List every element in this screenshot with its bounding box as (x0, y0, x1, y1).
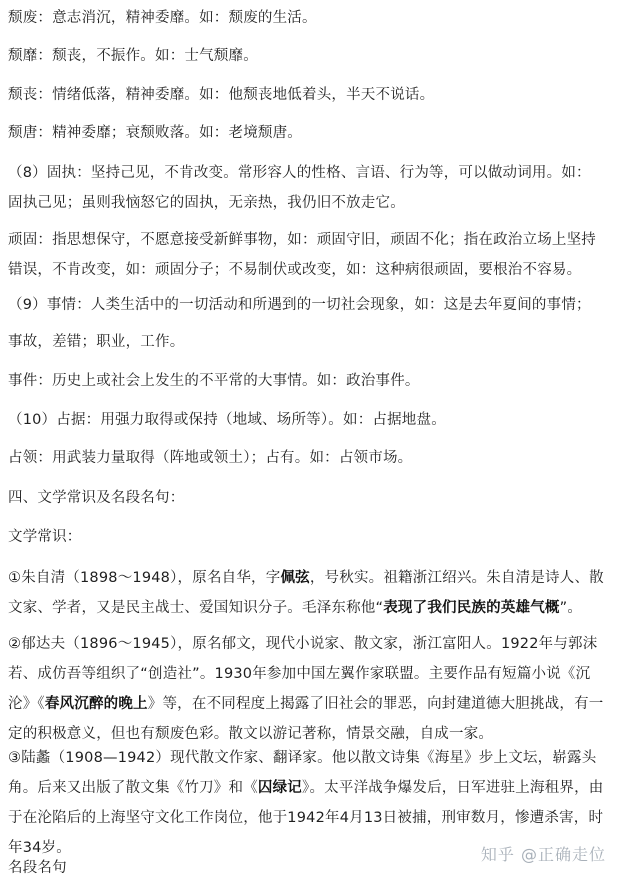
paragraph-zhu-ziqing (8, 563, 604, 623)
text-run: ①朱自清（1898～1948），原名自华，字 (8, 570, 281, 586)
paragraph-7: （9）事情：人类生活中的一切活动和所遇到的一切社会现象，如：这是去年夏间的事情； (8, 297, 591, 313)
zhihu-watermark: 知乎 @正确走位 (480, 845, 606, 864)
paragraph-yu-dafu (8, 629, 604, 749)
paragraph-10: （10）占据：用强力取得或保持（地域、场所等）。如：占据地盘。 (8, 412, 446, 428)
text-run: 》等，在不同程度上揭露了旧社会的罪恶，向封建道德大胆挑战，有一定的积极意义，但也有颓废色彩。散文以游记著称，情景交融，自成一家。 (8, 696, 604, 742)
paragraph-1: 颓废：意志消沉，精神委靡。如：颓废的生活。 (8, 10, 317, 26)
paragraph-3: 颓丧：情绪低落，精神委靡。如：他颓丧地低着头，半天不说话。 (8, 87, 435, 103)
emphasized-text: 囚绿记 (257, 780, 303, 796)
text-run: ，号秋实。祖籍浙江绍兴。朱自清是诗人、散文家、学者，又是民主战士、爱国知识分子。毛泽东称他“ (8, 570, 604, 616)
paragraph-6: 顽固：指思想保守，不愿意接受新鲜事物，如：顽固守旧，顽固不化；指在政治立场上坚持错误，不肯改变，如：顽固分子；不易制伏或改变，如：这种病很顽固，要根治不容易。 (8, 232, 596, 278)
paragraph-5: （8）固执：坚持己见，不肯改变。常形容人的性格、言语、行为等，可以做动词用。如：固执己见；虽则我恼怒它的固执，无亲热，我仍旧不放走它。 (8, 165, 591, 211)
paragraph-8: 事故，差错；职业，工作。 (8, 334, 185, 350)
paragraph-11: 占领：用武装力量取得（阵地或领土）；占有。如：占领市场。 (8, 450, 413, 466)
subheading-literary-knowledge: 文学常识： (8, 529, 82, 545)
paragraph-9: 事件：历史上或社会上发生的不平常的大事情。如：政治事件。 (8, 373, 420, 389)
text-run: 》。太平洋战争爆发后，日军进驻上海租界，由于在沦陷后的上海坚守文化工作岗位，他于1942年4月13日被捕，刑审数月，惨遭杀害，时年34岁。 (8, 780, 604, 856)
emphasized-text: 表现了我们民族的英雄气概 (383, 600, 560, 616)
text-run: ”。 (559, 600, 583, 616)
text-run: ③陆蠡（1908—1942）现代散文作家、翻译家。他以散文诗集《海星》步上文坛，崭露头角。后来又出版了散文集《竹刀》和《 (8, 750, 597, 796)
paragraph-4: 颓唐：精神委靡；衰颓败落。如：老境颓唐。 (8, 125, 302, 141)
emphasized-text: 佩弦 (280, 570, 310, 586)
text-run: ②郁达夫（1896～1945），原名郁文，现代小说家、散文家，浙江富阳人。1922年与郭沫若、成仿吾等组织了“创造社”。1930年参加中国左翼作家联盟。主要作品有短篇小说《沉沦》《 (8, 636, 598, 712)
paragraph-2: 颓靡：颓丧，不振作。如：士气颓靡。 (8, 48, 258, 64)
subheading-famous-passages: 名段名句 (8, 860, 67, 876)
emphasized-text: 春风沉醉的晚上 (44, 696, 148, 712)
section-heading-literature: 四、文学常识及名段名句： (8, 490, 185, 506)
